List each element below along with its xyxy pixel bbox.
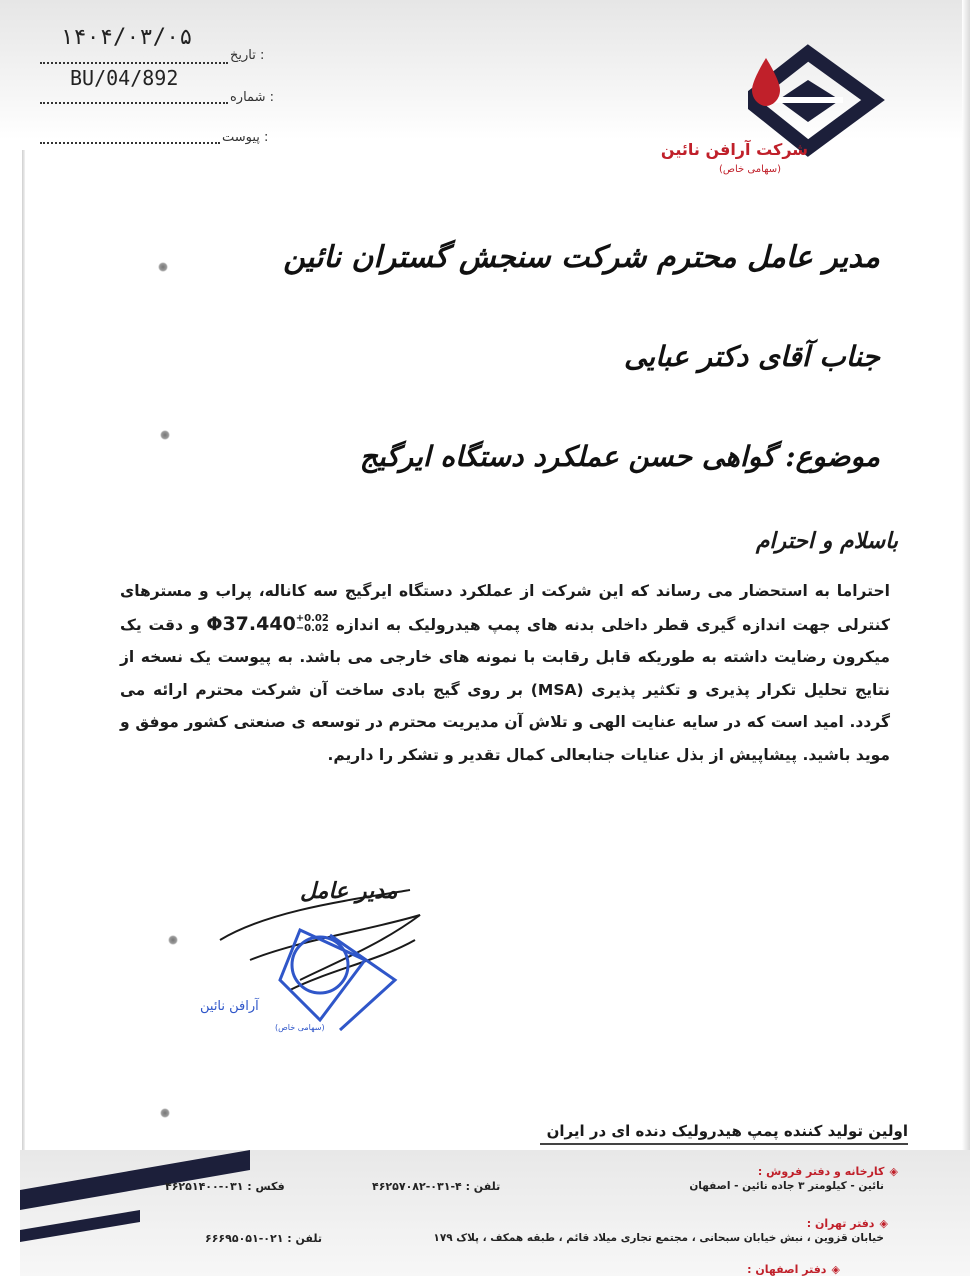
- stamp-text: آرافن نائین: [200, 999, 259, 1014]
- date-label: تاریخ :: [230, 48, 265, 63]
- factory-fax: فکس : ۰۳۱-۴۶۲۵۱۴۰۰: [165, 1180, 285, 1193]
- date-value: ۱۴۰۴/۰۳/۰۵: [60, 25, 193, 50]
- factory-title: کارخانه و دفتر فروش :: [757, 1165, 885, 1178]
- footer-slogan: اولین تولید کننده پمپ هیدرولیک دنده ای در ایران: [546, 1122, 908, 1140]
- attachment-dots: [40, 142, 220, 144]
- addressee-title: مدیر عامل محترم شرکت سنجش گستران نائین: [283, 240, 880, 275]
- punch-hole: [168, 935, 178, 945]
- date-dots: [40, 62, 228, 64]
- letter-body: [120, 575, 890, 771]
- number-label: شماره :: [230, 90, 274, 105]
- tolerance-plus: +0.02: [295, 613, 329, 624]
- greeting: باسلام و احترام: [755, 528, 898, 554]
- number-dots: [40, 102, 228, 104]
- number-value: BU/04/892: [70, 66, 179, 90]
- tehran-address: خیابان قزوین ، نبش خیابان سبحانی ، مجتمع تجاری میلاد قائم ، طبقه همکف ، پلاک ۱۷۹: [433, 1232, 884, 1244]
- body-part2: و دقت یک میکرون رضایت داشته به طوریکه قابل رقابت با نمونه های خارجی می باشد. به پیوست یک نسخه از نتایج تحلیل تکرار پذیری و تکثیر پذیری (MSA) بر روی گیج بادی ساخت آن شرکت محترم ارائه می گردد. امید است که در سایه عنایت الهی و تلاش آن مدیریت محترم در توسعه ی صنعتی کشور موفق و موید باشید. پیشاپیش از بذل عنایات جنابعالی کمال تقدیر و تشکر را داریم.: [120, 615, 890, 764]
- diamond-bullet-icon: ◈: [879, 1217, 888, 1230]
- stamp-subtext: (سهامی خاص): [275, 1023, 325, 1032]
- factory-phone: تلفن : ۴-۰۳۱-۴۶۲۵۷۰۸۲: [372, 1180, 501, 1193]
- addressee-name: جناب آقای دکتر عبایی: [623, 340, 880, 373]
- dimension-value: Φ37.440: [206, 612, 296, 635]
- tolerance-minus: −0.02: [295, 623, 329, 634]
- factory-address: نائین - کیلومتر ۳ جاده نائین - اصفهان: [689, 1180, 884, 1192]
- body-part1: احتراما به استحضار می رساند که این شرکت از عملکرد دستگاه ایرگیج سه کاناله، پراب و مسترهای کنترلی جهت اندازه گیری قطر داخلی بدنه های پمپ هیدرولیک به اندازه: [120, 582, 890, 634]
- isfahan-title: دفتر اصفهان :: [747, 1263, 827, 1276]
- footer-ribbon-icon: [20, 1150, 250, 1276]
- punch-hole: [160, 430, 170, 440]
- tolerance: [296, 614, 329, 634]
- punch-hole: [158, 262, 168, 272]
- letter-subject: موضوع: گواهی حسن عملکرد دستگاه ایرگیج: [359, 440, 880, 473]
- slogan-underline: [540, 1143, 908, 1145]
- isfahan-office: [747, 1258, 840, 1277]
- diamond-bullet-icon: ◈: [831, 1263, 840, 1276]
- dimension-spec: [206, 613, 329, 635]
- signature-stamp-icon: [180, 870, 450, 1050]
- attachment-label: پیوست :: [222, 130, 269, 145]
- page-left-edge: [22, 150, 25, 1190]
- diamond-bullet-icon: ◈: [889, 1165, 898, 1178]
- company-name: شرکت آرافن نائین: [660, 140, 808, 159]
- page-right-edge: [962, 0, 970, 1276]
- factory-office: [758, 1160, 898, 1179]
- tehran-office: [807, 1212, 888, 1231]
- signature-title: مدیر عامل: [300, 878, 398, 904]
- tehran-title: دفتر تهران :: [806, 1217, 875, 1230]
- punch-hole: [160, 1108, 170, 1118]
- tehran-phone: تلفن : ۰۲۱-۶۶۶۹۵۰۵۱: [205, 1232, 322, 1245]
- company-subtitle: (سهامی خاص): [718, 164, 782, 175]
